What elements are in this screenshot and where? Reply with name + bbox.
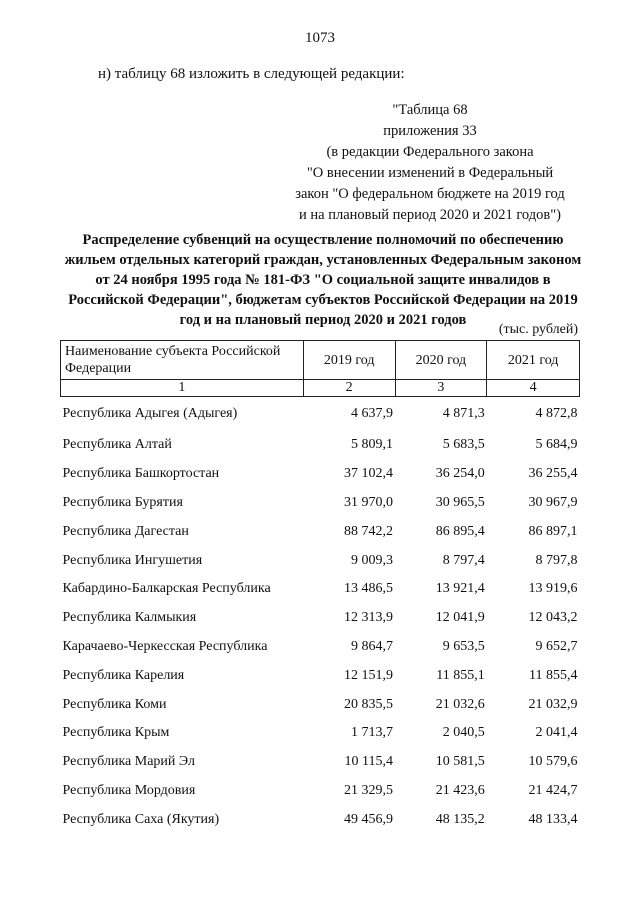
table-reference-line: закон "О федеральном бюджете на 2019 год <box>295 186 565 202</box>
column-number: 2 <box>303 380 395 397</box>
amount-cell: 12 151,9 <box>344 667 394 683</box>
amount-cell: 8 797,8 <box>535 552 578 568</box>
amount-cell: 9 652,7 <box>535 638 578 654</box>
amount-cell: 21 423,6 <box>435 782 485 798</box>
table-row <box>61 431 580 460</box>
amount-cell: 8 797,4 <box>442 552 485 568</box>
table-row <box>61 719 580 748</box>
amount-cell: 86 895,4 <box>435 523 485 539</box>
amount-cell: 4 871,3 <box>442 406 485 421</box>
table-reference-line: и на плановый период 2020 и 2021 годов") <box>299 207 561 223</box>
units-label: (тыс. рублей) <box>498 322 578 337</box>
table-row <box>61 546 580 575</box>
amount-cell: 36 255,4 <box>528 466 578 482</box>
column-number: 4 <box>487 380 580 397</box>
table-reference-line: приложения 33 <box>383 123 477 139</box>
amount-cell: 13 486,5 <box>344 581 394 597</box>
region-name-cell: Республика Крым <box>62 725 170 741</box>
column-header-name: Наименование субъекта Российской Федерации <box>61 341 304 380</box>
amount-cell: 12 041,9 <box>435 610 485 626</box>
amount-cell: 10 115,4 <box>344 754 394 770</box>
amount-cell: 1 713,7 <box>351 725 394 741</box>
table-header-row <box>61 341 580 380</box>
column-header-2021: 2021 год <box>487 341 580 380</box>
table-row <box>61 575 580 604</box>
amount-cell: 12 313,9 <box>344 610 394 626</box>
amount-cell: 2 041,4 <box>535 725 578 741</box>
amount-cell: 5 809,1 <box>351 437 394 453</box>
amount-cell: 30 965,5 <box>435 494 485 510</box>
amount-cell: 20 835,5 <box>344 696 394 712</box>
table-row <box>61 397 580 432</box>
amount-cell: 5 683,5 <box>442 437 485 453</box>
table-reference <box>270 100 590 226</box>
amount-cell: 86 897,1 <box>528 523 578 539</box>
amount-cell: 21 424,7 <box>528 782 578 798</box>
page-number: 1073 <box>305 30 335 46</box>
region-name-cell: Республика Башкортостан <box>62 466 220 482</box>
amount-cell: 10 579,6 <box>528 754 578 770</box>
table-row <box>61 460 580 489</box>
region-name-cell: Кабардино-Балкарская Республика <box>62 581 271 597</box>
table-row <box>61 489 580 518</box>
amount-cell: 36 254,0 <box>435 466 485 482</box>
table-row <box>61 604 580 633</box>
table-row <box>61 748 580 777</box>
column-number: 1 <box>61 380 304 397</box>
subvention-table <box>60 340 580 834</box>
amount-cell: 21 329,5 <box>344 782 394 798</box>
region-name-cell: Республика Мордовия <box>62 782 196 798</box>
amount-cell: 30 967,9 <box>528 494 578 510</box>
amount-cell: 49 456,9 <box>344 811 394 827</box>
region-name-cell: Республика Бурятия <box>62 494 183 510</box>
amount-cell: 21 032,6 <box>435 696 485 712</box>
amount-cell: 11 855,4 <box>529 667 578 683</box>
region-name-cell: Республика Марий Эл <box>62 754 195 770</box>
amount-cell: 31 970,0 <box>344 494 394 510</box>
table-reference-line: (в редакции Федерального закона <box>326 144 534 160</box>
amount-cell: 13 921,4 <box>435 581 485 597</box>
table-row <box>61 690 580 719</box>
document-title: Распределение субвенций на осуществление полномочий по обеспечению жильем отдельных категорий граждан, установленных Федеральным законом от 24 ноября 1995 года № 181-ФЗ "О социальной защите инвалидов в Российской Федерации", бюджетам субъектов Российской Федерации на 2019 год и на плановый период 2020 и 2021 годов <box>64 232 582 328</box>
table-row <box>61 517 580 546</box>
amount-cell: 48 133,4 <box>528 811 578 827</box>
amount-cell: 10 581,5 <box>435 754 485 770</box>
amount-cell: 5 684,9 <box>535 437 578 453</box>
amount-cell: 4 872,8 <box>535 406 578 421</box>
column-header-2019: 2019 год <box>303 341 395 380</box>
region-name-cell: Республика Дагестан <box>62 523 189 539</box>
region-name-cell: Республика Карелия <box>62 667 185 683</box>
amount-cell: 4 637,9 <box>351 406 394 421</box>
amount-cell: 37 102,4 <box>344 466 394 482</box>
amount-cell: 9 009,3 <box>351 552 394 568</box>
table-row <box>61 633 580 662</box>
region-name-cell: Республика Ингушетия <box>62 552 203 568</box>
column-number: 3 <box>395 380 487 397</box>
amount-cell: 12 043,2 <box>528 610 578 626</box>
table-row <box>61 805 580 834</box>
table-row <box>61 661 580 690</box>
amount-cell: 88 742,2 <box>344 523 394 539</box>
table-reference-line: "О внесении изменений в Федеральный <box>306 165 554 181</box>
amount-cell: 13 919,6 <box>528 581 578 597</box>
table-body <box>61 397 580 835</box>
region-name-cell: Республика Саха (Якутия) <box>62 811 220 827</box>
amendment-intro: н) таблицу 68 изложить в следующей редакции: <box>98 66 405 82</box>
table-row <box>61 777 580 806</box>
region-name-cell: Республика Коми <box>62 696 167 712</box>
region-name-cell: Карачаево-Черкесская Республика <box>62 638 268 654</box>
amount-cell: 21 032,9 <box>528 696 578 712</box>
region-name-cell: Республика Калмыкия <box>62 610 197 626</box>
amount-cell: 11 855,1 <box>436 667 485 683</box>
region-name-cell: Республика Алтай <box>62 437 172 453</box>
column-number-row <box>61 380 580 397</box>
table-reference-line: "Таблица 68 <box>392 102 468 118</box>
amount-cell: 9 864,7 <box>351 638 394 654</box>
region-name-cell: Республика Адыгея (Адыгея) <box>62 406 238 421</box>
column-header-2020: 2020 год <box>395 341 487 380</box>
amount-cell: 2 040,5 <box>442 725 485 741</box>
amount-cell: 48 135,2 <box>435 811 485 827</box>
amount-cell: 9 653,5 <box>442 638 485 654</box>
